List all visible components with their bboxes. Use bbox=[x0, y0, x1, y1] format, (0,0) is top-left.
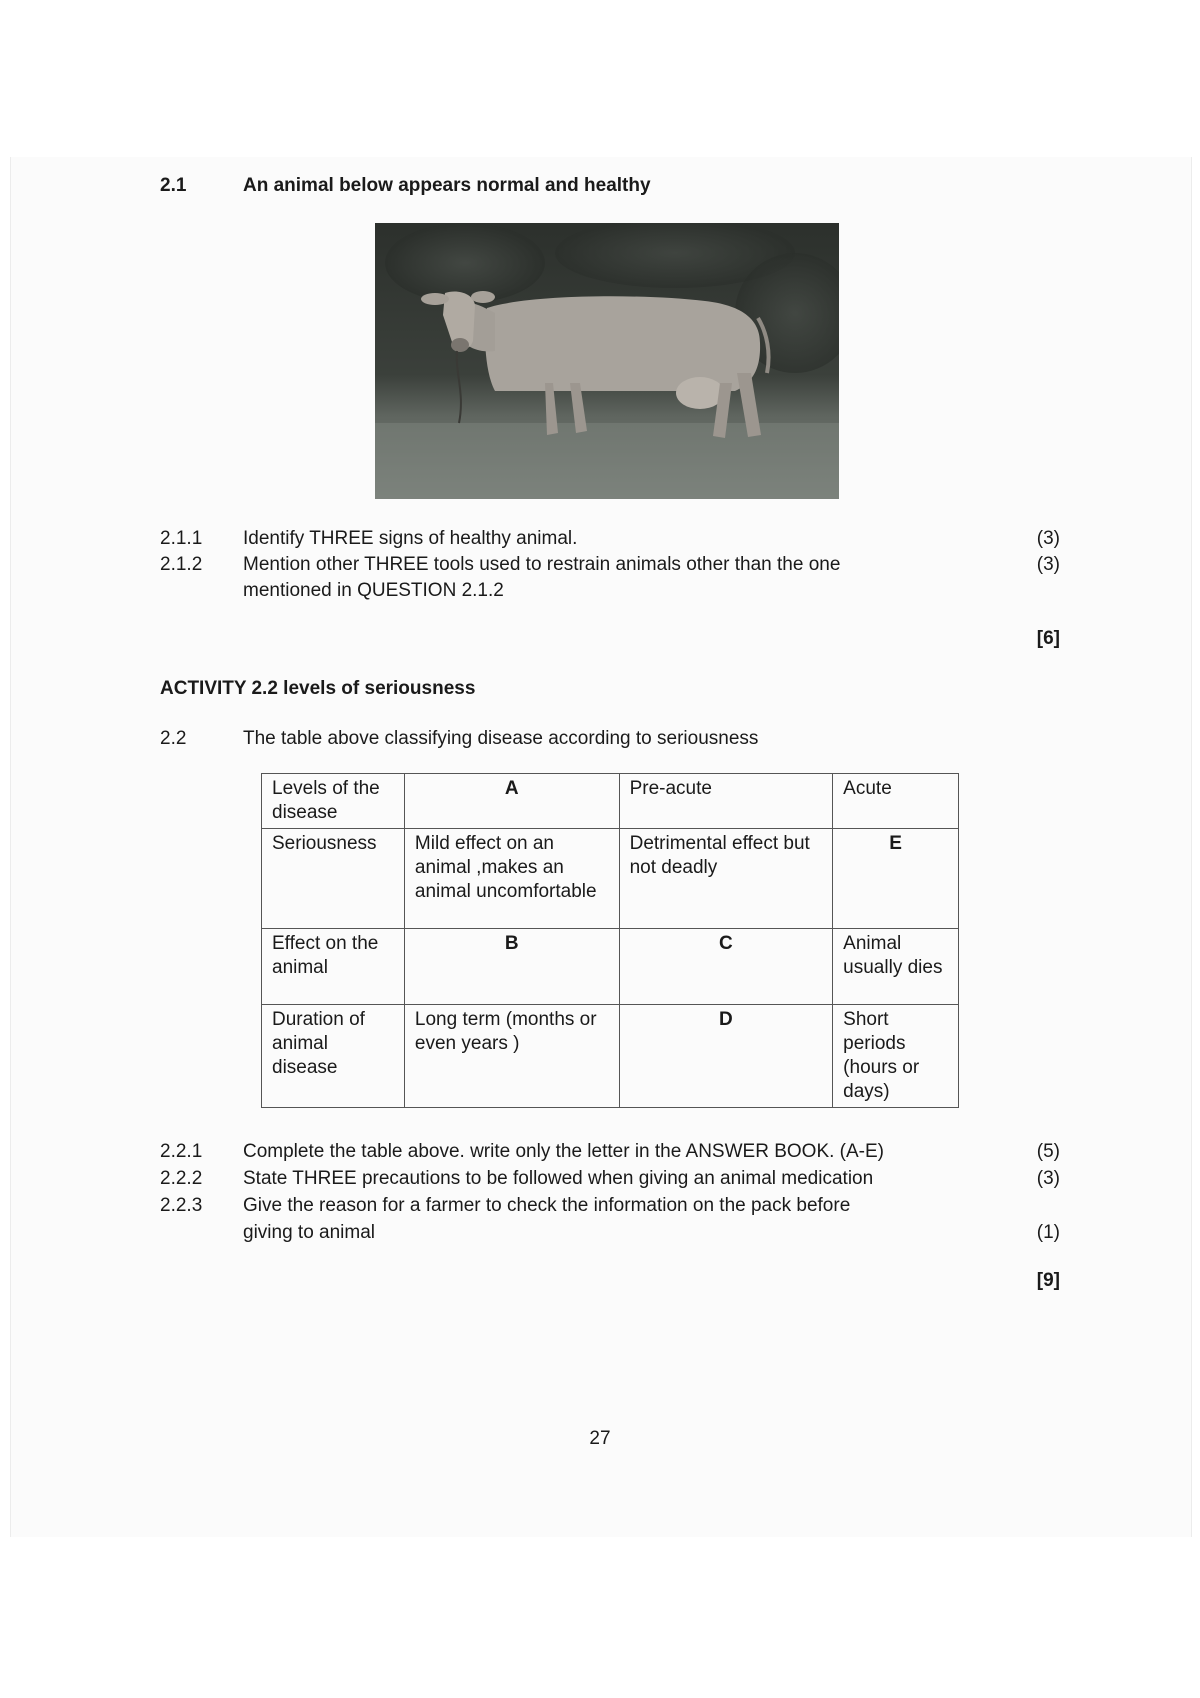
table-row bbox=[262, 774, 959, 829]
table-cell: Effect on the animal bbox=[262, 929, 405, 1005]
question-number: 2.1 bbox=[160, 175, 187, 196]
table-row bbox=[262, 1005, 959, 1108]
page-number: 27 bbox=[589, 1428, 611, 1449]
table-cell: Animal usually dies bbox=[833, 929, 959, 1005]
table-cell: Levels of the disease bbox=[262, 774, 405, 829]
question-text: Give the reason for a farmer to check the information on the pack before bbox=[243, 1195, 851, 1216]
question-number: 2.2 bbox=[160, 728, 187, 749]
question-text: The table above classifying disease according to seriousness bbox=[243, 728, 759, 749]
section-total: [9] bbox=[1036, 1270, 1060, 1291]
question-text-continued: mentioned in QUESTION 2.1.2 bbox=[243, 580, 504, 601]
marks: (3) bbox=[1036, 554, 1060, 575]
table-cell: E bbox=[833, 829, 959, 929]
table-cell: Pre-acute bbox=[619, 774, 833, 829]
section-total: [6] bbox=[1036, 628, 1060, 649]
question-number: 2.2.3 bbox=[160, 1195, 203, 1216]
question-number: 2.2.2 bbox=[160, 1168, 203, 1189]
table-cell: Duration of animal disease bbox=[262, 1005, 405, 1108]
table-cell: A bbox=[404, 774, 619, 829]
table-cell: Long term (months or even years ) bbox=[404, 1005, 619, 1108]
table-cell: Short periods (hours or days) bbox=[833, 1005, 959, 1108]
question-heading: An animal below appears normal and healthy bbox=[243, 175, 651, 196]
question-number: 2.1.2 bbox=[160, 554, 203, 575]
question-text-continued: giving to animal bbox=[243, 1222, 376, 1243]
marks: (3) bbox=[1036, 528, 1060, 549]
question-text: Mention other THREE tools used to restrain animals other than the one bbox=[243, 554, 841, 575]
table-row bbox=[262, 929, 959, 1005]
question-text: Complete the table above. write only the letter in the ANSWER BOOK. (A-E) bbox=[243, 1141, 884, 1162]
table-cell: Mild effect on an animal ,makes an animal uncomfortable bbox=[404, 829, 619, 929]
table-cell: C bbox=[619, 929, 833, 1005]
table-row bbox=[262, 829, 959, 929]
activity-title: ACTIVITY 2.2 levels of seriousness bbox=[160, 678, 476, 699]
marks: (5) bbox=[1036, 1141, 1060, 1162]
cow-image bbox=[375, 223, 839, 499]
question-number: 2.2.1 bbox=[160, 1141, 203, 1162]
marks: (1) bbox=[1036, 1222, 1060, 1243]
table-cell: D bbox=[619, 1005, 833, 1108]
table-cell: Acute bbox=[833, 774, 959, 829]
question-number: 2.1.1 bbox=[160, 528, 203, 549]
question-text: State THREE precautions to be followed when giving an animal medication bbox=[243, 1168, 874, 1189]
table-cell: Detrimental effect but not deadly bbox=[619, 829, 833, 929]
marks: (3) bbox=[1036, 1168, 1060, 1189]
question-text: Identify THREE signs of healthy animal. bbox=[243, 528, 578, 549]
disease-table bbox=[261, 773, 959, 1108]
table-cell: Seriousness bbox=[262, 829, 405, 929]
table-cell: B bbox=[404, 929, 619, 1005]
